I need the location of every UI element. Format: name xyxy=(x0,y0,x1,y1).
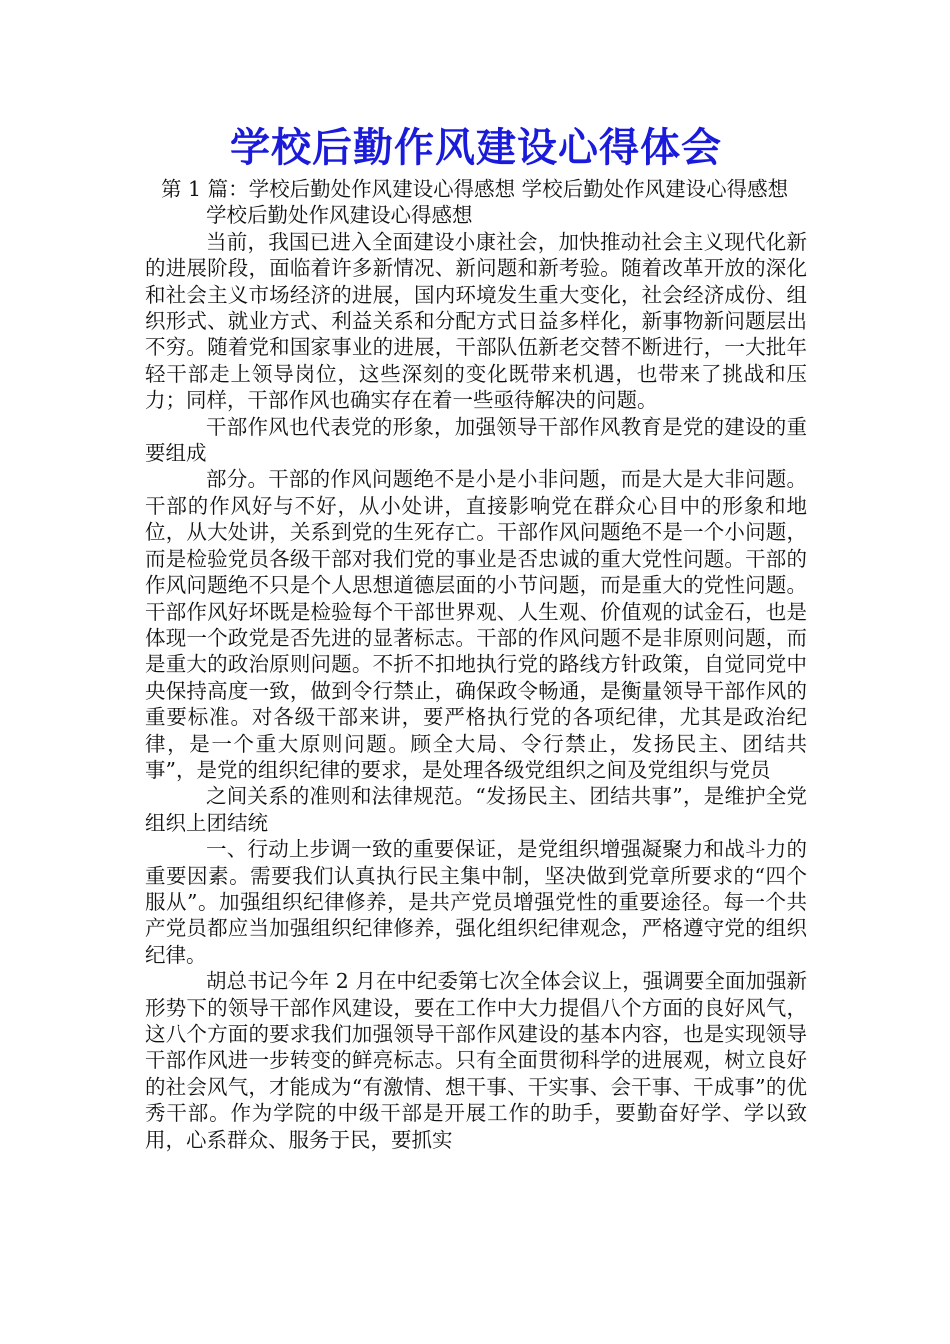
section-heading: 学校后勤处作风建设心得感想 xyxy=(206,203,473,228)
body-paragraph: 一、行动上步调一致的重要保证，是党组织增强凝聚力和战斗力的重要因素。需要我们认真执行民主集中制，坚决做到党章所要求的“四个服从”。加强组织纪律修养，是共产党员增强党性的重要途径。每一个共产党员都应当加强组织纪律修养，强化组织纪律观念，严格遵守党的组织纪律。 xyxy=(145,837,807,967)
body-paragraph: 当前，我国已进入全面建设小康社会，加快推动社会主义现代化新的进展阶段，面临着许多新情况、新问题和新考验。随着改革开放的深化和社会主义市场经济的进展，国内环境发生重大变化，社会经济成份、组织形式、就业方式、利益关系和分配方式日益多样化，新事物新问题层出不穷。随着党和国家事业的进展，干部队伍新老交替不断进行，一大批年轻干部走上领导岗位，这些深刻的变化既带来机遇，也带来了挑战和压力；同样，干部作风也确实存在着一些亟待解决的问题。 xyxy=(145,229,807,413)
body-paragraph: 部分。干部的作风问题绝不是小是小非问题，而是大是大非问题。干部的作风好与不好，从小处讲，直接影响党在群众心目中的形象和地位，从大处讲，关系到党的生死存亡。干部作风问题绝不是一个小问题，而是检验党员各级干部对我们党的事业是否忠诚的重大党性问题。干部的作风问题绝不只是个人思想道德层面的小节问题，而是重大的党性问题。干部作风好坏既是检验每个干部世界观、人生观、价值观的试金石，也是体现一个政党是否先进的显著标志。干部的作风问题不是非原则问题，而是重大的政治原则问题。不折不扣地执行党的路线方针政策，自觉同党中央保持高度一致，做到令行禁止，确保政令畅通，是衡量领导干部作风的重要标准。对各级干部来讲，要严格执行党的各项纪律，尤其是政治纪律，是一个重大原则问题。顾全大局、令行禁止，发扬民主、团结共事”，是党的组织纪律的要求，是处理各级党组织之间及党组织与党员 xyxy=(145,467,807,782)
document-body xyxy=(145,122,807,1153)
chapter-heading: 第 1 篇：学校后勤处作风建设心得感想 学校后勤处作风建设心得感想 xyxy=(161,177,789,201)
body-paragraph: 胡总书记今年 2 月在中纪委第七次全体会议上，强调要全面加强新形势下的领导干部作风建设，要在工作中大力提倡八个方面的良好风气，这八个方面的要求我们加强领导干部作风建设的基本内容，也是实现领导干部作风进一步转变的鲜亮标志。只有全面贯彻科学的进展观，树立良好的社会风气，才能成为“有激情、想干事、干实事、会干事、干成事”的优秀干部。作为学院的中级干部是开展工作的助手，要勤奋好学、学以致用，心系群众、服务于民，要抓实 xyxy=(145,969,807,1152)
body-paragraph: 干部作风也代表党的形象，加强领导干部作风教育是党的建设的重要组成 xyxy=(145,414,807,466)
body-paragraph: 之间关系的准则和法律规范。“发扬民主、团结共事”，是维护全党组织上团结统 xyxy=(145,784,807,835)
document-title: 学校后勤作风建设心得体会 xyxy=(230,124,722,171)
